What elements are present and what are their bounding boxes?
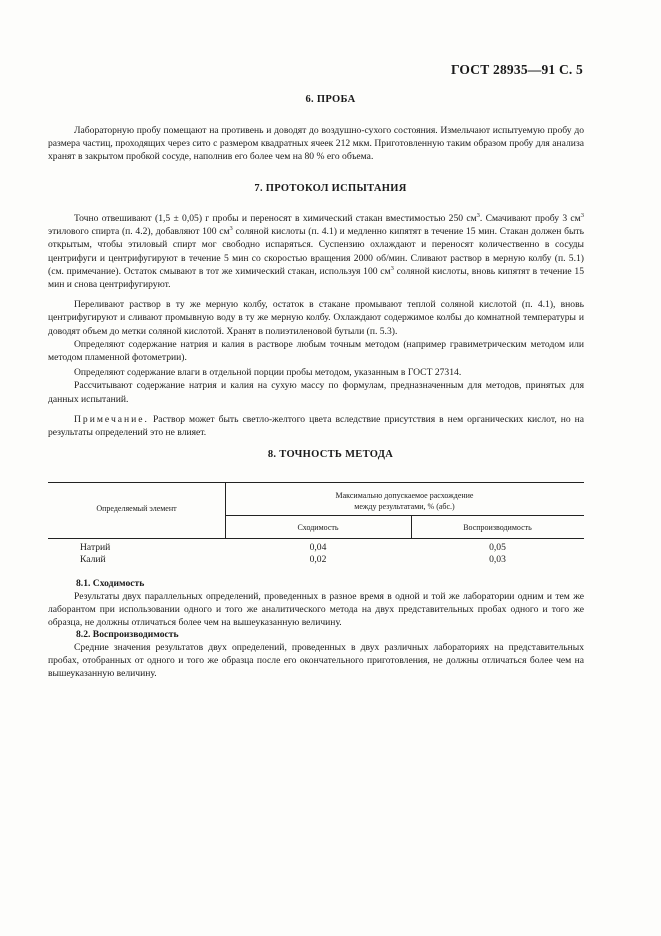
subsection-8-2-body [48, 641, 584, 681]
subsection-8-2-title: 8.2. Воспроизводимость [76, 629, 179, 640]
table-row-1-repeatability: 0,04 [309, 542, 327, 553]
group-header-line-1: Максимально допускаемое расхождение [335, 491, 474, 500]
table-row-2-element: Калий [80, 554, 106, 565]
section-7-note: Примечание. Раствор может быть светло-желтого цвета вследствие присутствия в нем органических кислот, но на результаты определений это не влияет. [48, 413, 584, 439]
section-7-paragraph-5: Рассчитывают содержание натрия и калия на сухую массу по формулам, предназначенным для методов, принятых для данных испытаний. [48, 380, 584, 405]
table-row-2-repeatability: 0,02 [309, 554, 327, 565]
table-row-1-element: Натрий [80, 542, 111, 553]
note-label: Примечание. [74, 413, 149, 425]
section-6-body [48, 124, 584, 164]
section-7-paragraph-2: Переливают раствор в ту же мерную колбу, остаток в стакане промывают теплой соляной кислотой (п. 4.1), вновь центрифугируют и сливают промывную воду в ту же мерную колбу. Охлаждают содержимое колбы до комнатной температуры и доводят объем до метки соляной кислотой. Хранят в полиэтиленовой бутыли (п. 5.3). [48, 299, 584, 337]
section-6-title: 6. ПРОБА [305, 94, 356, 105]
section-7-paragraph-3: Определяют содержание натрия и калия в растворе любым точным методом (например гравиметрическим методом или методом пламенной фотометрии). [48, 338, 584, 364]
subsection-8-1-text: Результаты двух параллельных определений, проведенных в разное время в одной и той же лаборатории одним и тем же лаборантом при использовании одного и того же аналитического метода на двух представительных пробах одного и того же образца, не должны отличаться более чем на вышеуказанную величину. [48, 591, 584, 629]
section-7-title: 7. ПРОТОКОЛ ИСПЫТАНИЯ [254, 183, 407, 194]
group-header-line-2: между результатами, % (абс.) [354, 502, 455, 511]
subsection-8-1-body [48, 590, 584, 630]
table-row-2-reproducibility: 0,03 [489, 554, 506, 565]
section-7-body [48, 212, 584, 439]
subsection-8-2-text: Средние значения результатов двух определений, проведенных в двух различных лабораториях на представительных пробах, отобранных от одного и того же образца после его окончательного приготовления, не должны отличаться более чем на вышеуказанную величину. [48, 642, 584, 680]
subsection-8-1-title: 8.1. Сходимость [76, 578, 145, 589]
column-header-repeatability: Сходимость [297, 523, 339, 532]
section-7-paragraph-1: Точно отвешивают (1,5 ± 0,05) г пробы и переносят в химический стакан вместимостью 250 $см^3$. Смачивают пробу 3 $см^3$ этилового спирта (п. 4.2), добавляют 100 $см^3$ соляной кислоты (п. 4.1) и медленно кипятят в течение 15 мин. Стакан должен быть открытым, чтобы этиловый спирт мог свободно испаряться. Суспензию охлаждают и переносят количественно в сосуды центрифуги и центрифугируют в течение 5 мин со скоростью вращения 2000 об/мин. Сливают раствор в мерную колбу (п. 5.1) (см. примечание). Остаток смывают в тот же химический стакан, используя 100 $см^3$ соляной кислоты, вновь кипятят в течение 15 мин и снова центрифугируют. [48, 211, 585, 291]
page-header: ГОСТ 28935—91 С. 5 [450, 62, 583, 77]
column-header-element: Определяемый элемент [96, 504, 177, 513]
table-row-1-reproducibility: 0,05 [489, 542, 506, 553]
column-header-reproducibility: Воспроизводимость [463, 523, 532, 532]
section-7-paragraph-4: Определяют содержание влаги в отдельной порции пробы методом, указанным в ГОСТ 27314. [74, 367, 462, 379]
section-6-paragraph: Лабораторную пробу помещают на противень и доводят до воздушно-сухого состояния. Измельчают испытуемую пробу до размера частиц, проходящих через сито с размером квадратных ячеек 212 мкм. Приготовленную таким образом пробу для анализа хранят в закрытом пробкой сосуде, наполнив его более чем на 80 % его объема. [48, 125, 584, 163]
section-8-title: 8. ТОЧНОСТЬ МЕТОДА [267, 449, 394, 460]
